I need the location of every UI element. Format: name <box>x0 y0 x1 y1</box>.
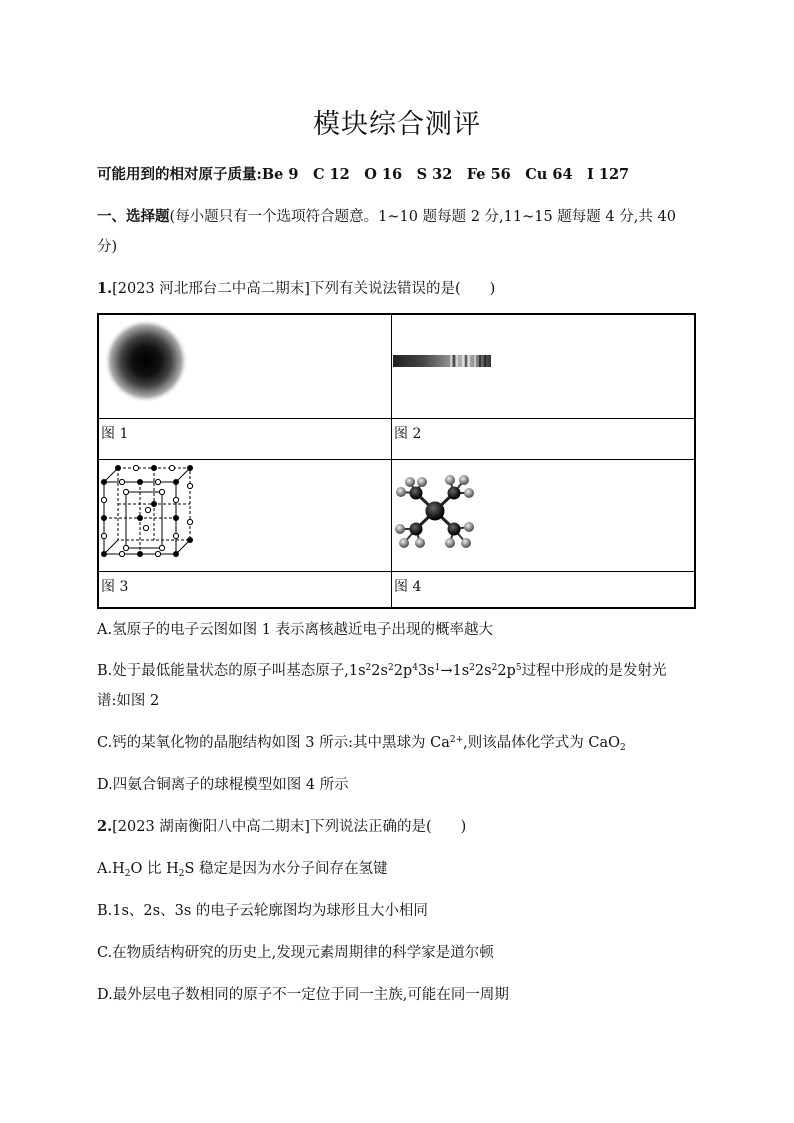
q2-option-d: D.最外层电子数相同的原子不一定位于同一主族,可能在同一周期 <box>97 987 509 1003</box>
q1-option-b <box>97 659 667 680</box>
fig3-caption: 图 3 <box>99 572 392 607</box>
emission-spectrum-image <box>393 353 493 369</box>
electron-cloud-image <box>101 317 201 417</box>
fig3-image-cell <box>99 460 392 572</box>
q2-stem-line <box>97 815 466 836</box>
fig1-image-cell <box>99 315 392 419</box>
q2-stem: [2023 湖南衡阳八中高二期末]下列说法正确的是( ) <box>112 819 467 835</box>
section-heading-line <box>97 205 676 226</box>
fig2-image-cell <box>392 315 694 419</box>
fig4-caption: 图 4 <box>394 579 422 595</box>
cao2-formula: CaO$_2$ <box>588 735 626 753</box>
q2-option-b: B.1s、2s、3s 的电子云轮廓图均为球形且大小相同 <box>97 903 428 919</box>
q1-option-d: D.四氨合铜离子的球棍模型如图 4 所示 <box>97 777 349 793</box>
q2-option-a <box>97 857 388 879</box>
electron-config-formula: $1s^22s^22p^43s^1\to 1s^22s^22p^5$ <box>348 663 522 679</box>
fig2-caption: 图 2 <box>392 419 694 460</box>
ca-ion-formula: $Ca^{2+}$ <box>430 735 464 751</box>
atomic-masses-line: 可能用到的相对原子质量:Be 9 C 12 O 16 S 32 Fe 56 Cu 64 I 127 <box>97 166 630 183</box>
q1-option-c-mid: ,则该晶体化学式为 <box>463 735 589 751</box>
q1-option-c <box>97 731 626 753</box>
figure-grid <box>97 313 696 609</box>
q1-stem-line <box>97 277 495 298</box>
ball-stick-model-image <box>392 466 482 556</box>
q1-option-b-text: B.处于最低能量状态的原子叫基态原子, <box>97 663 349 679</box>
q1-option-b-text-end: 过程中形成的是发射光 <box>521 663 667 679</box>
section-note-cont: 分) <box>97 239 118 255</box>
q1-option-b-cont: 谱:如图 2 <box>97 693 160 709</box>
q1-option-a: A.氢原子的电子云图如图 1 表示离核越近电子出现的概率越大 <box>97 622 494 638</box>
q2-option-a-text: 稳定是因为水分子间存在氢键 <box>199 861 388 877</box>
section-note: (每小题只有一个选项符合题意。1~10 题每题 2 分,11~15 题每题 4 分,共 40 <box>169 209 676 225</box>
page-title: 模块综合测评 <box>313 109 481 140</box>
q2-option-a-formula: $A.H_2O$ 比 $H_2S$ <box>97 861 200 879</box>
fig1-caption: 图 1 <box>99 419 392 460</box>
q2-option-c: C.在物质结构研究的历史上,发现元素周期律的科学家是道尔顿 <box>97 945 494 961</box>
q1-stem: [2023 河北邢台二中高二期末]下列有关说法错误的是( ) <box>112 281 496 297</box>
section-heading: 一、选择题 <box>97 208 170 225</box>
q2-number: 2. <box>97 818 113 835</box>
q1-number: 1. <box>97 280 113 297</box>
fig4-image-cell <box>392 460 694 572</box>
q1-option-c-text: C.钙的某氧化物的晶胞结构如图 3 所示:其中黑球为 <box>97 735 431 751</box>
crystal-cell-image <box>101 462 201 562</box>
